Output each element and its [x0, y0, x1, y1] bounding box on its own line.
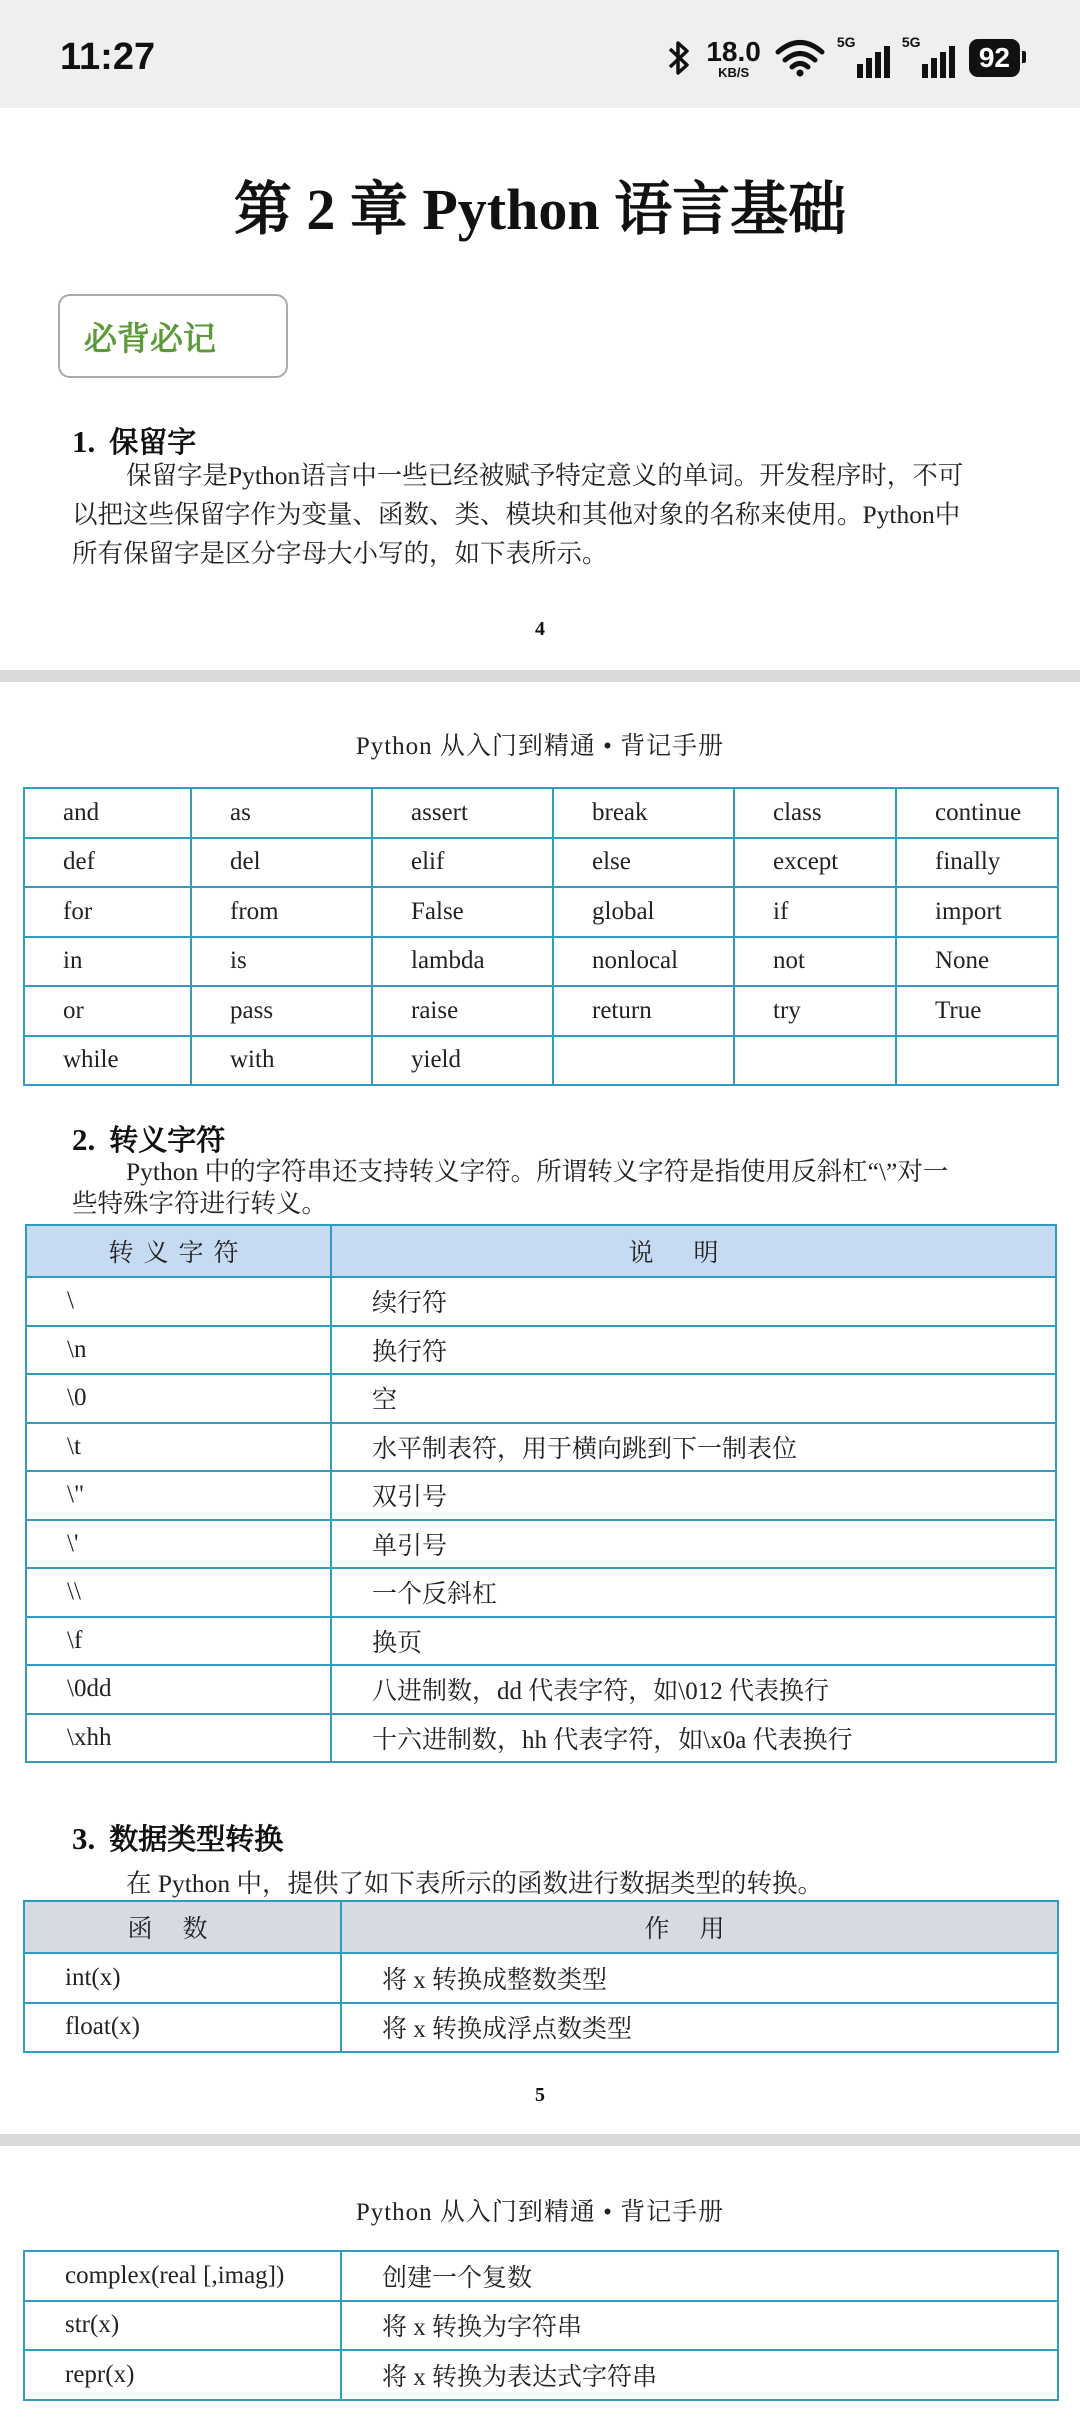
keyword-row-cell: assert — [372, 788, 553, 838]
keyword-row-cell: return — [553, 986, 734, 1036]
keyword-row — [24, 788, 1058, 838]
keyword-row-cell: yield — [372, 1036, 553, 1086]
keyword-row-cell: with — [191, 1036, 372, 1086]
page-separator — [0, 670, 1080, 682]
keyword-row-cell: class — [734, 788, 896, 838]
page-number: 4 — [535, 618, 545, 640]
keyword-row-cell: finally — [896, 838, 1058, 888]
must-memorize-badge: 必背必记 — [58, 294, 288, 378]
keyword-row-cell: break — [553, 788, 734, 838]
section-escape-chars-title: 2. 转义字符 — [72, 1122, 226, 1157]
escape-row-cell: 十六进制数，hh 代表字符，如\x0a 代表换行 — [331, 1714, 1056, 1763]
func-row — [24, 2301, 1058, 2351]
keyword-row-cell: in — [24, 937, 191, 987]
running-head-2: Python 从入门到精通 • 背记手册 — [355, 2199, 725, 2226]
escape-row — [26, 1423, 1056, 1472]
func-row-cell: 将 x 转换为字符串 — [341, 2301, 1058, 2351]
keyword-row-cell: while — [24, 1036, 191, 1086]
keyword-row-cell: not — [734, 937, 896, 987]
type-conversion-table-continued — [23, 2250, 1059, 2401]
escape-row-cell: \0 — [26, 1374, 331, 1423]
status-bar — [0, 0, 1080, 108]
keyword-row-cell: if — [734, 887, 896, 937]
signal-5g-icon: 5G — [839, 38, 890, 78]
escape-row-cell: 换行符 — [331, 1326, 1056, 1375]
escape-row-cell: \t — [26, 1423, 331, 1472]
func-row-cell: repr(x) — [24, 2350, 341, 2400]
escape-row-cell: 换页 — [331, 1617, 1056, 1666]
keyword-row-cell: pass — [191, 986, 372, 1036]
status-time: 11:27 — [60, 36, 156, 78]
escape-row — [26, 1277, 1056, 1326]
func-row-cell: float(x) — [24, 2003, 341, 2053]
keyword-row-cell: lambda — [372, 937, 553, 987]
func-row-cell: 创建一个复数 — [341, 2251, 1058, 2301]
escape-row-cell: 空 — [331, 1374, 1056, 1423]
keyword-row-cell — [553, 1036, 734, 1086]
running-head: Python 从入门到精通 • 背记手册 — [355, 733, 725, 760]
keyword-row-cell: is — [191, 937, 372, 987]
battery-indicator: 92 — [969, 39, 1020, 77]
func-row-cell: str(x) — [24, 2301, 341, 2351]
section-type-conversion-body: 在 Python 中，提供了如下表所示的函数进行数据类型的转换。 — [126, 1869, 824, 1898]
escape-row-cell: \n — [26, 1326, 331, 1375]
keyword-row — [24, 838, 1058, 888]
keyword-row-cell: for — [24, 887, 191, 937]
escape-row — [26, 1374, 1056, 1423]
keyword-row-cell: nonlocal — [553, 937, 734, 987]
network-speed: 18.0 KB/S — [706, 35, 761, 80]
section-type-conversion-title: 3. 数据类型转换 — [72, 1821, 284, 1856]
type-conversion-table — [23, 1900, 1059, 2053]
keyword-row-cell: global — [553, 887, 734, 937]
keyword-row-cell: import — [896, 887, 1058, 937]
escape-chars-table — [25, 1224, 1057, 1763]
escape-row-cell: \' — [26, 1520, 331, 1569]
escape-row-cell: \xhh — [26, 1714, 331, 1763]
func-row-cell: 将 x 转换为表达式字符串 — [341, 2350, 1058, 2400]
escape-header-char: 转义字符 — [26, 1225, 331, 1277]
escape-row-cell: \f — [26, 1617, 331, 1666]
escape-row-cell: 双引号 — [331, 1471, 1056, 1520]
keyword-row-cell: True — [896, 986, 1058, 1036]
func-row — [24, 2003, 1058, 2053]
func-header-name: 函数 — [24, 1901, 341, 1953]
escape-row — [26, 1326, 1056, 1375]
escape-row — [26, 1665, 1056, 1714]
keyword-row-cell — [734, 1036, 896, 1086]
escape-row-cell: 一个反斜杠 — [331, 1568, 1056, 1617]
escape-row-cell: \\ — [26, 1568, 331, 1617]
escape-row — [26, 1568, 1056, 1617]
escape-row-cell: 八进制数，dd 代表字符，如\012 代表换行 — [331, 1665, 1056, 1714]
section-reserved-words-title: 1. 保留字 — [72, 424, 197, 459]
escape-row — [26, 1520, 1056, 1569]
keyword-row-cell: from — [191, 887, 372, 937]
escape-row-cell: \ — [26, 1277, 331, 1326]
func-row — [24, 2251, 1058, 2301]
escape-row-cell: \0dd — [26, 1665, 331, 1714]
signal-5g-icon-2: 5G — [904, 38, 955, 78]
keyword-row-cell: and — [24, 788, 191, 838]
escape-row-cell: 续行符 — [331, 1277, 1056, 1326]
escape-row-cell: 单引号 — [331, 1520, 1056, 1569]
keyword-row — [24, 1036, 1058, 1086]
chapter-title: 第 2 章 Python 语言基础 — [233, 177, 847, 242]
keyword-row-cell — [896, 1036, 1058, 1086]
section-escape-chars-body: Python 中的字符串还支持转义字符。所谓转义字符是指使用反斜杠“\”对一 些特殊字符进行转义。 — [72, 1157, 949, 1218]
func-row-cell: int(x) — [24, 1953, 341, 2003]
func-row — [24, 1953, 1058, 2003]
func-row-cell: 将 x 转换成浮点数类型 — [341, 2003, 1058, 2053]
keyword-row — [24, 937, 1058, 987]
keyword-row — [24, 887, 1058, 937]
page-separator-2 — [0, 2134, 1080, 2146]
func-row-cell: complex(real [,imag]) — [24, 2251, 341, 2301]
keyword-row — [24, 986, 1058, 1036]
escape-row — [26, 1471, 1056, 1520]
page-number-5: 5 — [535, 2084, 545, 2106]
keyword-row-cell: None — [896, 937, 1058, 987]
keyword-row-cell: except — [734, 838, 896, 888]
keyword-row-cell: False — [372, 887, 553, 937]
keyword-row-cell: elif — [372, 838, 553, 888]
keyword-row-cell: del — [191, 838, 372, 888]
keyword-row-cell: def — [24, 838, 191, 888]
func-header-purpose: 作用 — [341, 1901, 1058, 1953]
func-row — [24, 2350, 1058, 2400]
wifi-icon — [775, 39, 825, 77]
escape-header-desc: 说明 — [331, 1225, 1056, 1277]
bluetooth-icon — [666, 39, 692, 77]
keyword-row-cell: raise — [372, 986, 553, 1036]
keyword-row-cell: or — [24, 986, 191, 1036]
keywords-table — [23, 787, 1059, 1086]
escape-row-cell: \" — [26, 1471, 331, 1520]
keyword-row-cell: try — [734, 986, 896, 1036]
keyword-row-cell: as — [191, 788, 372, 838]
keyword-row-cell: else — [553, 838, 734, 888]
keyword-row-cell: continue — [896, 788, 1058, 838]
status-icons — [666, 36, 1020, 80]
escape-row — [26, 1714, 1056, 1763]
escape-row — [26, 1617, 1056, 1666]
func-row-cell: 将 x 转换成整数类型 — [341, 1953, 1058, 2003]
section-reserved-words-body: 保留字是Python语言中一些已经被赋予特定意义的单词。开发程序时，不可 以把这些保留字作为变量、函数、类、模块和其他对象的名称来使用。Python中 所有保留字是区分字母大小写的，如下表所示。 — [72, 461, 964, 568]
escape-row-cell: 水平制表符，用于横向跳到下一制表位 — [331, 1423, 1056, 1472]
